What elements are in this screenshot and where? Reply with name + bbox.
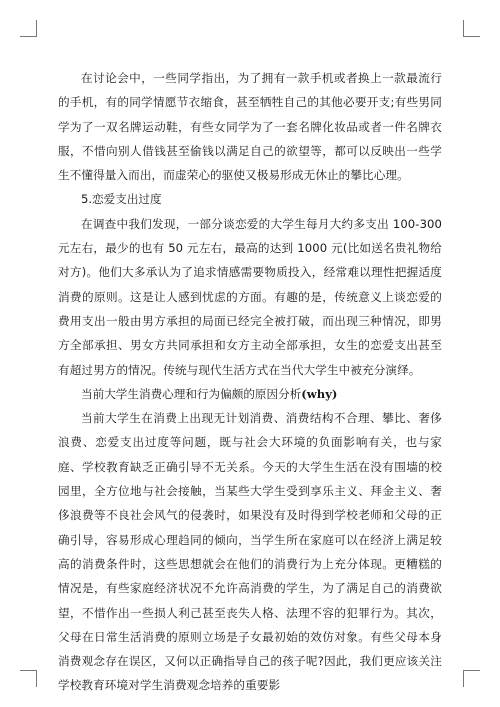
page-content — [58, 66, 442, 698]
crop-mark-top-left — [20, 20, 37, 37]
crop-mark-bottom-left — [20, 670, 37, 687]
crop-mark-top-right — [463, 20, 480, 37]
heading-text: 当前大学生消费心理和行为偏颇的原因分析 — [81, 386, 302, 401]
section-heading-dating-spending: 5.恋爱支出过度 — [81, 192, 162, 207]
crop-mark-bottom-right — [463, 670, 480, 687]
paragraph-dating-spending: 在调查中我们发现，一部分谈恋爱的大学生每月大约多支出 100-300 元左右，最少的也有 50 元左右，最高的达到 1000 元(比如送名贵礼物给对方)。他们大多承认为了追求情感需要物质投入，经常难以理性把握适度消费的原则。这是让人感到忧虑的方面。有趣的是，传统意义上谈恋爱的费用支出一般由男方承担的局面已经完全被打破，而出现三种情况，即男方全部承担、男女方共同承担和女方主动全部承担，女生的恋爱支出甚至有超过男方的情况。传统与现代生活方式在当代大学生中被充分演绎。 — [58, 216, 442, 377]
heading-suffix: (why) — [301, 386, 338, 401]
section-heading-cause-analysis — [58, 382, 442, 406]
paragraph-cause-analysis: 当前大学生在消费上出现无计划消费、消费结构不合理、攀比、奢侈浪费、恋爱支出过度等问题，既与社会大环境的负面影响有关，也与家庭、学校教育缺乏正确引导不无关系。今天的大学生生活在没有围墙的校园里，全方位地与社会接触，当某些大学生受到享乐主义、拜金主义、奢侈浪费等不良社会风气的侵袭时，如果没有及时得到学校老师和父母的正确引导，容易形成心理趋同的倾向，当学生所在家庭可以在经济上满足较高的消费条件时，这些思想就会在他们的消费行为上充分体现。更糟糕的情况是，有些家庭经济状况不允许高消费的学生，为了满足自己的消费欲望，不惜作出一些损人利己甚至丧失人格、法理不容的犯罪行为。其次，父母在日常生活消费的原则立场是子女最初始的效仿对象。有些父母本身消费观念存在误区，又何以正确指导自己的孩子呢?因此，我们更应该关注学校教育环境对学生消费观念培养的重要影 — [58, 411, 442, 693]
paragraph-peer-comparison: 在讨论会中，一些同学指出，为了拥有一款手机或者换上一款最流行的手机，有的同学情愿节衣缩食，甚至牺牲自己的其他必要开支;有些男同学为了一双名牌运动鞋，有些女同学为了一套名牌化妆品或者一件名牌衣服，不惜向别人借钱甚至偷钱以满足自己的欲望等，都可以反映出一些学生不懂得量入而出，而虚荣心的驱使又极易形成无休止的攀比心理。 — [58, 71, 442, 183]
